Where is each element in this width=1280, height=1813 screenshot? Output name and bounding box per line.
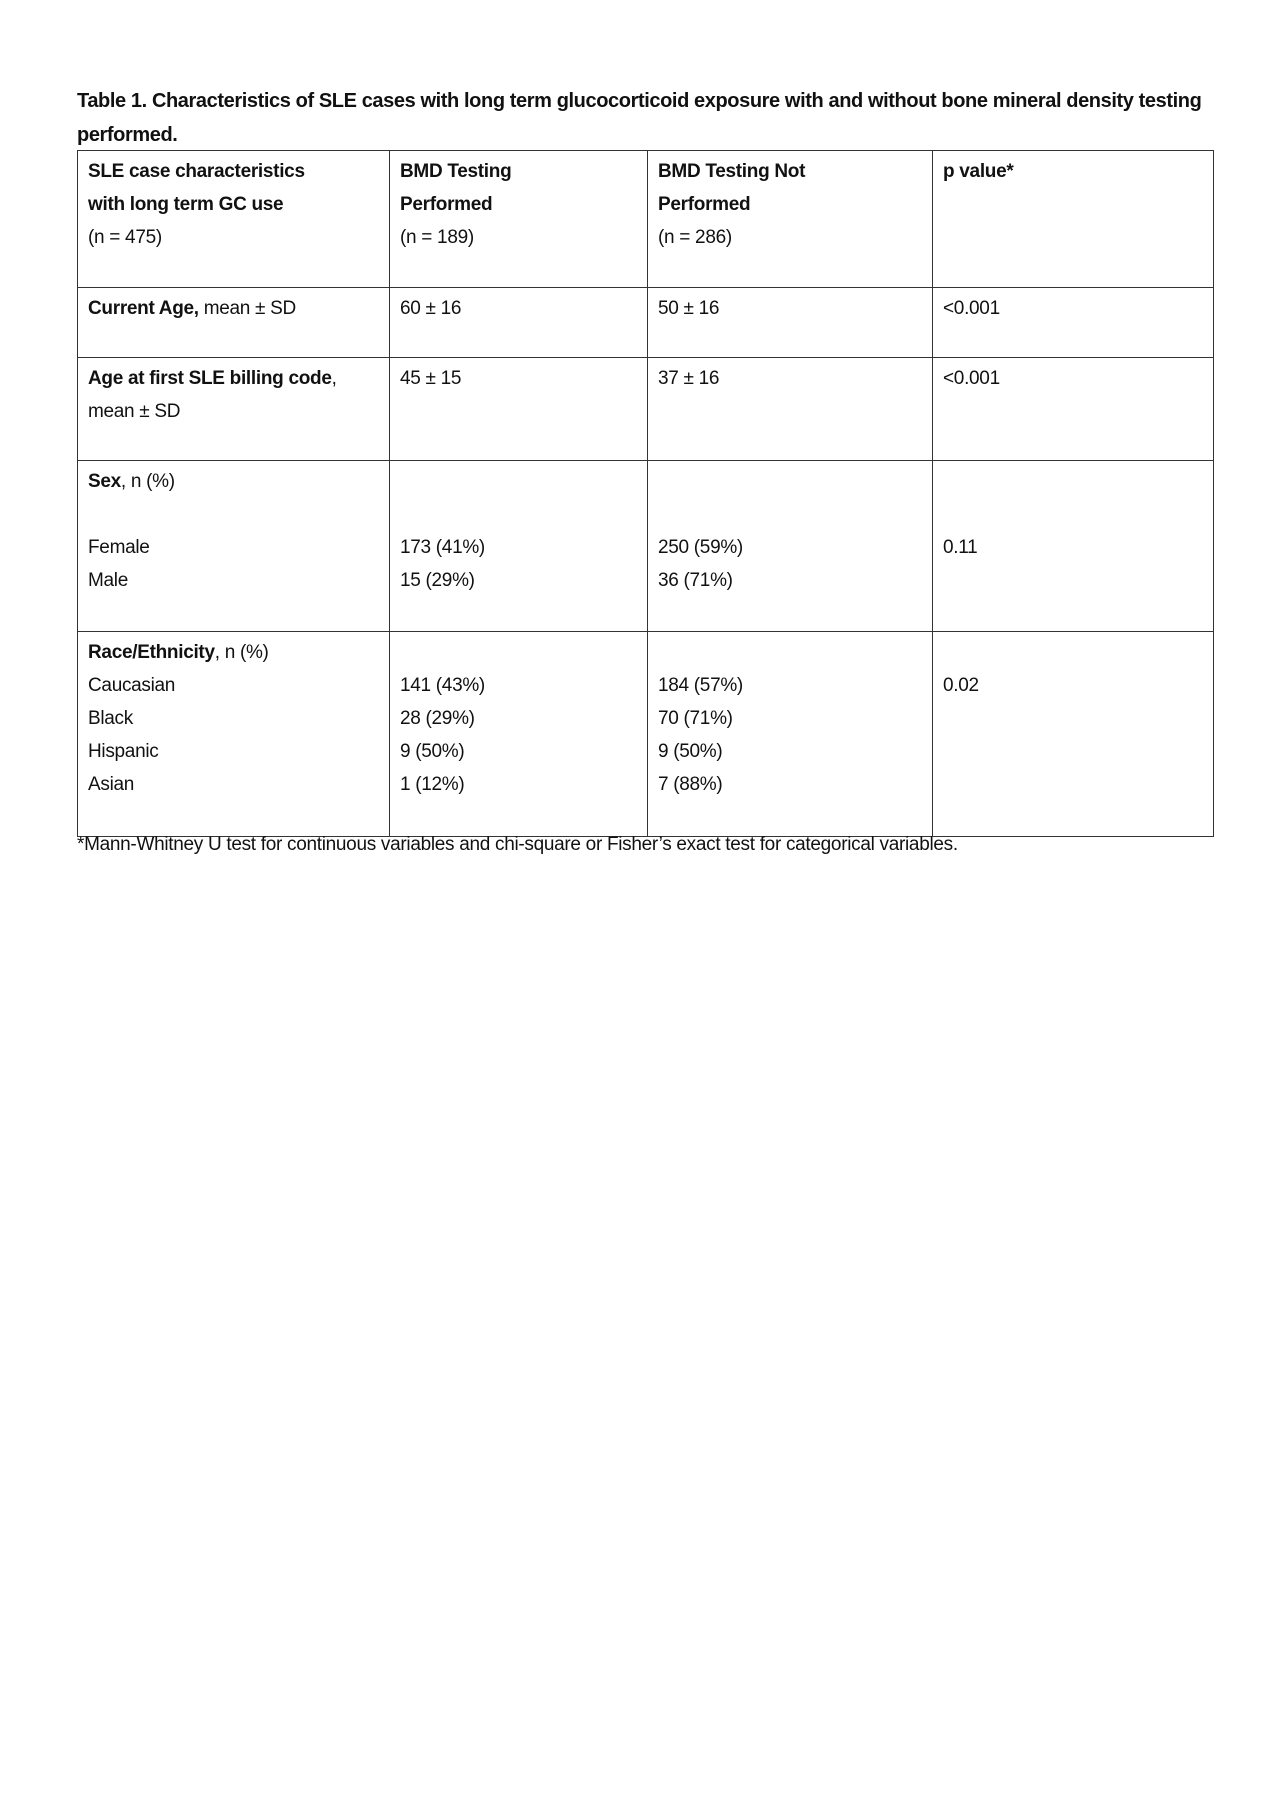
header-row: [78, 151, 1214, 288]
label-bold: Age at first SLE billing code: [88, 368, 332, 389]
cell-performed: [390, 461, 648, 632]
footnote: *Mann-Whitney U test for continuous variables and chi-square or Fisher’s exact test for categorical variables.: [77, 834, 958, 855]
table-row: [78, 461, 1214, 632]
value: 9 (50%): [400, 741, 465, 762]
cell-not-performed: 37 ± 16: [648, 358, 933, 461]
header-text: Performed: [658, 194, 751, 215]
label-bold: Race/Ethnicity: [88, 642, 215, 663]
header-n: (n = 189): [400, 227, 474, 248]
cell-performed: 60 ± 16: [390, 288, 648, 358]
label-rest: , n (%): [214, 642, 269, 663]
header-text: with long term GC use: [88, 194, 284, 215]
cell-not-performed: 50 ± 16: [648, 288, 933, 358]
header-performed: [390, 151, 648, 288]
value: 0.02: [943, 675, 979, 696]
cell-not-performed: [648, 461, 933, 632]
value: 173 (41%): [400, 537, 485, 558]
sub-label: Black: [88, 708, 133, 729]
header-text: Performed: [400, 194, 493, 215]
sub-label: Caucasian: [88, 675, 176, 696]
cell-p-value: [933, 632, 1214, 837]
value: 184 (57%): [658, 675, 743, 696]
sub-label: Male: [88, 570, 128, 591]
value: 70 (71%): [658, 708, 733, 729]
value: 1 (12%): [400, 774, 465, 795]
label-rest: , n (%): [120, 471, 175, 492]
header-n: (n = 475): [88, 227, 162, 248]
label-rest: mean ± SD: [198, 298, 296, 319]
cell-p-value: [933, 461, 1214, 632]
cell-not-performed: [648, 632, 933, 837]
row-label: [78, 358, 390, 461]
cell-performed: [390, 632, 648, 837]
header-p-value: [933, 151, 1214, 288]
header-text: SLE case characteristics: [88, 161, 305, 182]
value: 15 (29%): [400, 570, 475, 591]
characteristics-table: [77, 150, 1214, 837]
table-title: Table 1. Characteristics of SLE cases with long term glucocorticoid exposure with and without bone mineral density testing performed.: [77, 90, 1202, 146]
sub-label: Female: [88, 537, 150, 558]
value: 9 (50%): [658, 741, 723, 762]
row-label: [78, 632, 390, 837]
value: 36 (71%): [658, 570, 733, 591]
header-not-performed: [648, 151, 933, 288]
value: 250 (59%): [658, 537, 743, 558]
table-row: [78, 632, 1214, 837]
row-label: [78, 288, 390, 358]
table-row: [78, 358, 1214, 461]
header-n: (n = 286): [658, 227, 732, 248]
label-bold: Sex: [88, 471, 121, 492]
header-text: BMD Testing Not: [658, 161, 806, 182]
label-bold: Current Age,: [88, 298, 199, 319]
header-text: p value*: [943, 161, 1014, 182]
value: 28 (29%): [400, 708, 475, 729]
cell-p-value: <0.001: [933, 288, 1214, 358]
cell-performed: 45 ± 15: [390, 358, 648, 461]
sub-label: Hispanic: [88, 741, 159, 762]
sub-label: Asian: [88, 774, 135, 795]
header-characteristics: [78, 151, 390, 288]
table-row: [78, 288, 1214, 358]
cell-p-value: <0.001: [933, 358, 1214, 461]
label-rest: , mean ± SD: [88, 368, 337, 422]
value: 7 (88%): [658, 774, 723, 795]
value: 0.11: [943, 537, 978, 558]
value: 141 (43%): [400, 675, 485, 696]
header-text: BMD Testing: [400, 161, 512, 182]
row-label: [78, 461, 390, 632]
